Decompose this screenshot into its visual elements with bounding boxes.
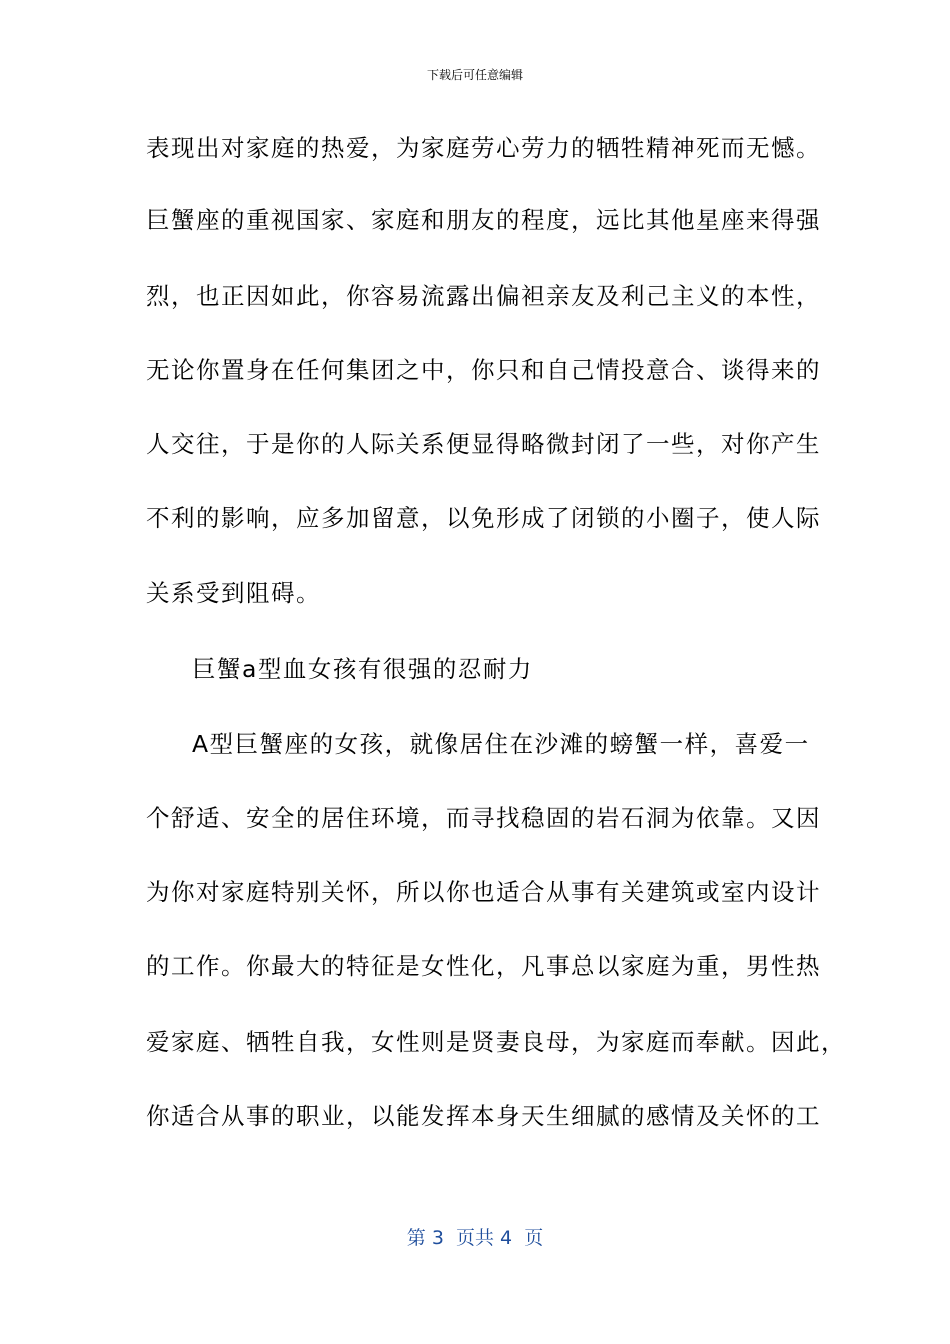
text-line: 烈，也正因如此，你容易流露出偏袒亲友及利己主义的本性，	[146, 282, 821, 310]
text-line: 关系受到阻碍。	[146, 579, 321, 607]
text-line: 的工作。你最大的特征是女性化，凡事总以家庭为重，男性热	[146, 952, 821, 980]
text-line: 为你对家庭特别关怀，所以你也适合从事有关建筑或室内设计	[146, 878, 821, 906]
section-heading: 巨蟹a型血女孩有很强的忍耐力	[192, 655, 533, 683]
page-footer: 第 3 页共 4 页	[406, 1227, 544, 1249]
page-header: 下载后可任意编辑	[426, 68, 523, 82]
text-line: A型巨蟹座的女孩，就像居住在沙滩的螃蟹一样，喜爱一	[192, 730, 810, 758]
text-line: 爱家庭、牺牲自我，女性则是贤妻良母，为家庭而奉献。因此，	[146, 1028, 846, 1056]
text-line: 个舒适、安全的居住环境，而寻找稳固的岩石洞为依靠。又因	[146, 804, 821, 832]
text-line: 人交往，于是你的人际关系便显得略微封闭了一些，对你产生	[146, 430, 821, 458]
text-line: 巨蟹座的重视国家、家庭和朋友的程度，远比其他星座来得强	[146, 206, 821, 234]
text-line: 表现出对家庭的热爱，为家庭劳心劳力的牺牲精神死而无憾。	[146, 134, 821, 162]
text-line: 无论你置身在任何集团之中，你只和自己情投意合、谈得来的	[146, 356, 821, 384]
text-line: 你适合从事的职业，以能发挥本身天生细腻的感情及关怀的工	[146, 1102, 821, 1130]
text-line: 不利的影响，应多加留意，以免形成了闭锁的小圈子，使人际	[146, 504, 821, 532]
